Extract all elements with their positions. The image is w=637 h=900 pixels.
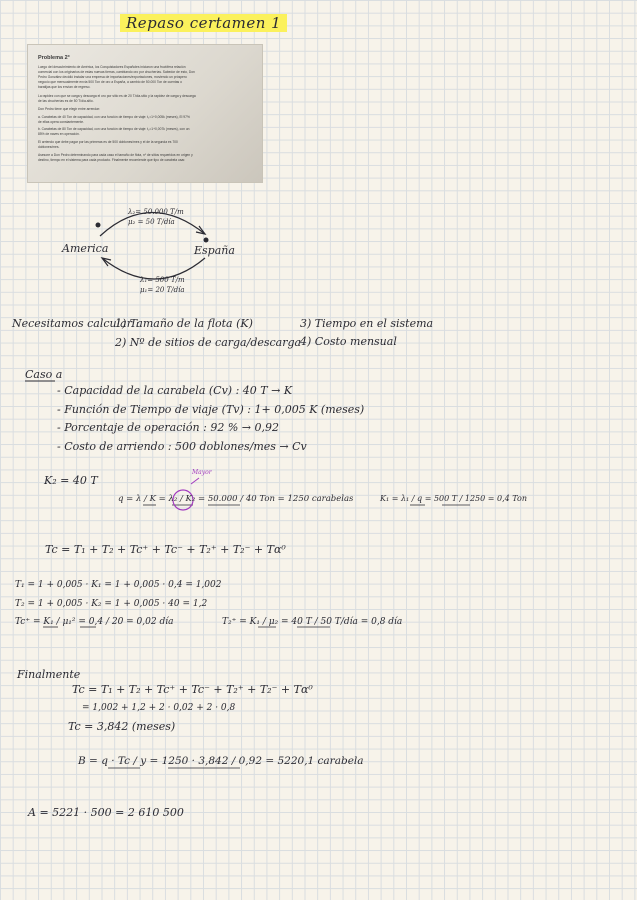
problem-line: Asesore a Don Pedro determinando para cada caso el tamaño de flota, nº de sitios requeridos en origen y: [38, 153, 193, 157]
america-label: America: [62, 242, 109, 255]
espana-node-dot: [204, 238, 209, 243]
page-title: Repaso certamen 1: [120, 14, 287, 32]
problem-line: 85% de naves en operación.: [38, 132, 80, 136]
bottom-flow-mu: μ₁= 20 T/día: [140, 286, 185, 294]
case-a-heading: Caso a: [25, 368, 63, 381]
problem-line: de las chucherías es de 50 T/día-sitio.: [38, 99, 94, 103]
problem-line: Pedro González decidió instalar una empresa de importaciones/exportaciones, moviendo un próspero: [38, 75, 187, 79]
problem-line: destino, tiempo en el sistema para cada producto. Finalmente recomiende que tipo de carabela usar.: [38, 158, 186, 162]
problem-line: doblones/mes.: [38, 145, 60, 149]
problem-line: negocio que mensualmente envía 500 Ton de oro a España, a cambio de 50.000 Ton de cuentas o: [38, 80, 182, 84]
t2-plus-calc: T₂⁺ = K₁ / μ₂ = 40 T / 50 T/día = 0,8 día: [222, 617, 403, 627]
needs-item-2: 2) Nº de sitios de carga/descarga: [115, 336, 302, 349]
b-formula: B = q · Tc / y = 1250 · 3,842 / 0,92 = 5220,1 carabela: [78, 755, 364, 767]
t2-calc: T₂ = 1 + 0,005 · K₂ = 1 + 0,005 · 40 = 1,2: [15, 599, 208, 609]
espana-label: España: [194, 244, 235, 257]
needs-item-1: 1) Tamaño de la flota (K): [115, 317, 253, 330]
problem-line: b. Carabelas de 80 Ton de capacidad, con una función de tiempo de viaje: t₂=1+0,007k (meses), con un: [38, 127, 190, 131]
problem-line: a. Carabelas de 40 Ton de capacidad, con una función de tiempo de viaje: t₁=1+0,005k (meses), El 97%: [38, 115, 190, 119]
t1-calc: T₁ = 1 + 0,005 · K₁ = 1 + 0,005 · 0,4 = 1,002: [15, 580, 222, 590]
case-a-line: - Costo de arriendo : 500 doblones/mes → Cv: [57, 440, 307, 453]
needs-item-3: 3) Tiempo en el sistema: [300, 317, 434, 330]
final-line-2: = 1,002 + 1,2 + 2 · 0,02 + 2 · 0,8: [82, 703, 236, 713]
problem-line: La rapidez con que se carga y descarga el oro por sitio es de 20 T/día-sitio y la rapidez de carga y descarga: [38, 94, 196, 98]
tc-formula: Tc = T₁ + T₂ + Tc⁺ + Tc⁻ + T₂⁺ + T₂⁻ + Tα⁰: [45, 543, 286, 556]
america-node-dot: [96, 223, 101, 228]
final-line-3: Tc = 3,842 (meses): [68, 720, 176, 733]
tc-plus-calc: Tc⁺ = K₁ / μ₁² = 0,4 / 20 = 0,02 día: [15, 617, 174, 627]
k1-formula: K₁ = λ₁ / q = 500 T / 1250 = 0,4 Ton: [380, 494, 527, 503]
case-a-line: - Capacidad de la carabela (Cv) : 40 T → K: [57, 384, 293, 397]
problem-line: de ellas opera constantemente.: [38, 120, 85, 124]
k2-value: K₂ = 40 T: [44, 474, 98, 487]
mayor-note: Mayor: [192, 469, 212, 476]
problem-line: El arriendo que debe pagar por las primeras es de 500 doblones/mes y el de la segunda es 700: [38, 140, 178, 144]
final-line-1: Tc = T₁ + T₂ + Tc⁺ + Tc⁻ + T₂⁺ + T₂⁻ + Tα⁰: [72, 683, 313, 696]
problem-line: baratijas que los envían de regreso.: [38, 85, 91, 89]
case-a-line: - Porcentaje de operación : 92 % → 0,92: [57, 421, 279, 434]
problem-line: Luego del descubrimiento de América, los Conquistadores Españoles iniciaron una fructífera relación: [38, 65, 186, 69]
problem-line: comercial con los originarios de estas nuevas tierras, cambiando oro por chucherías. Sabedor de esto, Don: [38, 70, 195, 74]
needs-label: Necesitamos calcular :: [12, 317, 140, 330]
case-a-line: - Función de Tiempo de viaje (Tv) : 1+ 0,005 K (meses): [57, 403, 365, 416]
top-flow-mu: μ₂ = 50 T/día: [128, 218, 175, 226]
a-formula: A = 5221 · 500 = 2 610 500: [28, 806, 184, 819]
q-formula: q = λ / K = λ₂ / K₂ = 50.000 / 40 Ton = 1250 carabelas: [118, 494, 354, 504]
bottom-flow-lambda: λ₁= 500 T/m: [140, 276, 185, 284]
top-flow-lambda: λ₂= 50.000 T/m: [128, 208, 184, 216]
problem-heading: Problema 2°: [38, 55, 70, 61]
problem-line: Don Pedro tiene que elegir entre arrendar:: [38, 107, 100, 111]
final-heading: Finalmente: [17, 668, 81, 681]
needs-item-4: 4) Costo mensual: [300, 335, 397, 348]
